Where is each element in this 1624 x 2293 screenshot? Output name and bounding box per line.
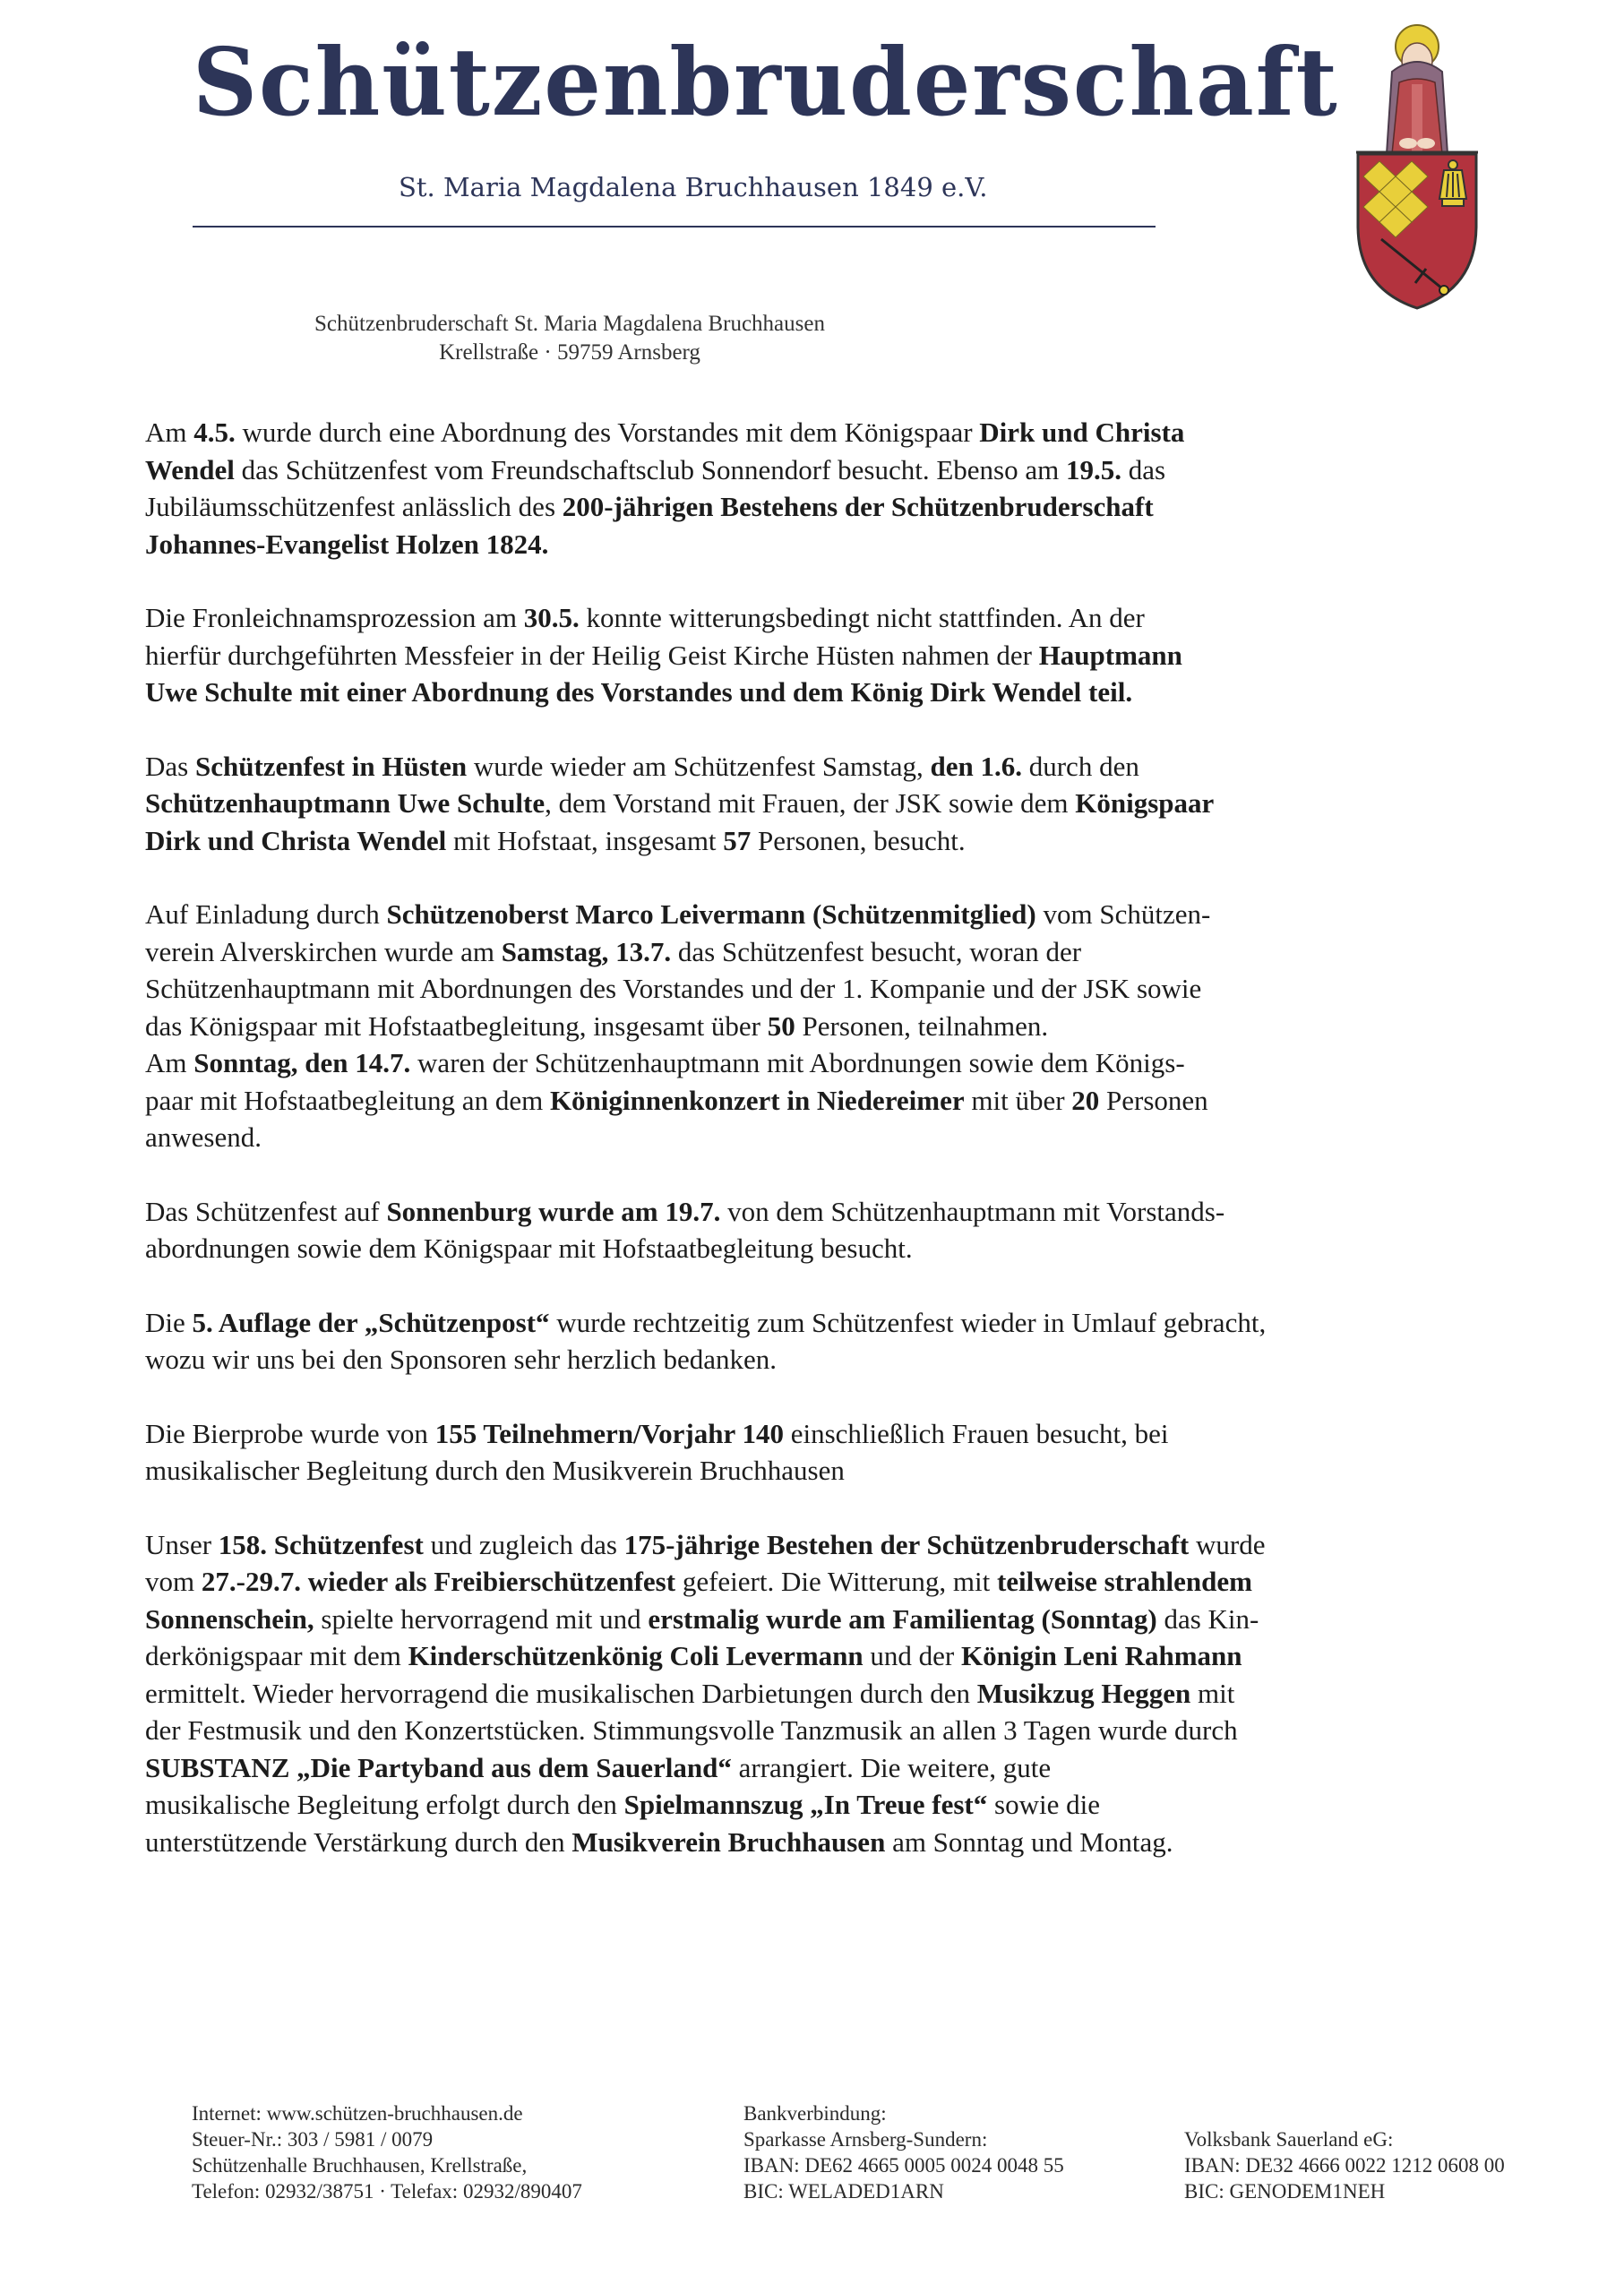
coat-of-arms-emblem (1336, 20, 1498, 311)
footer-line: Schützenhalle Bruchhausen, Krellstraße, (192, 2154, 528, 2177)
text-line (145, 933, 1480, 971)
bold-text: Samstag, 13.7. (501, 935, 672, 967)
text: wurde wieder am Schützenfest Samstag, (467, 750, 931, 782)
letterhead-title: Schützenbruderschaft (193, 27, 1339, 137)
text: mit Hofstaat, insgesamt (446, 824, 724, 856)
text: paar mit Hofstaatbegleitung an dem (145, 1084, 550, 1116)
text: spielte hervorragend mit und (314, 1602, 649, 1635)
text: und zugleich das (423, 1528, 624, 1560)
paragraph (145, 1526, 1480, 1861)
paragraph (145, 748, 1480, 860)
text-line (145, 1415, 1480, 1453)
text-line (145, 637, 1480, 674)
text-line (145, 822, 1480, 860)
text-line (145, 970, 1480, 1008)
footer-line: IBAN: DE62 4665 0005 0024 0048 55 (743, 2154, 1064, 2177)
footer-line: BIC: GENODEM1NEH (1184, 2180, 1386, 2203)
bold-text: Wendel (145, 453, 235, 485)
text: Schützenhauptmann mit Abordnungen des Vorstandes und der 1. Kompanie und der JSK sowie (145, 973, 1202, 1004)
text-line (145, 1786, 1480, 1824)
bold-text: Königspaar (1075, 787, 1215, 819)
bold-text: Königin Leni Rahmann (961, 1640, 1242, 1671)
text-line (145, 785, 1480, 822)
bold-text: Spielmannszug „In Treue fest“ (623, 1789, 988, 1820)
bold-text: Dirk und Christa (979, 417, 1185, 448)
text-line (145, 1712, 1480, 1749)
sender-name: Schützenbruderschaft St. Maria Magdalena Bruchhausen (314, 312, 825, 336)
footer-bank-volksbank (1184, 2126, 1505, 2204)
text-line (145, 1082, 1480, 1120)
bold-text: Königinnenkonzert in Niedereimer (549, 1084, 965, 1116)
text: Am (145, 417, 194, 448)
text: mit über (964, 1084, 1072, 1116)
bold-text: Hauptmann (1038, 639, 1182, 671)
bold-text: 158. Schützenfest (218, 1528, 424, 1560)
bold-text: Schützenoberst Marco Leivermann (Schützenmitglied) (386, 898, 1036, 930)
text-line (145, 1119, 1480, 1156)
bold-text: 19.5. (1065, 453, 1121, 485)
text: das (1121, 453, 1166, 485)
footer-line: Sparkasse Arnsberg-Sundern: (743, 2128, 988, 2151)
bold-text: teilweise strahlendem (996, 1566, 1252, 1597)
footer-contact (192, 2100, 582, 2204)
text: Personen, besucht. (751, 824, 966, 856)
text: verein Alverskirchen wurde am (145, 935, 502, 967)
text-line (145, 1526, 1480, 1564)
text: derkönigspaar mit dem (145, 1640, 408, 1671)
text-line (145, 1008, 1480, 1045)
text: wurde rechtzeitig zum Schützenfest wieder in Umlauf gebracht, (549, 1306, 1267, 1338)
text: Auf Einladung durch (145, 898, 387, 930)
text: Unser (145, 1528, 219, 1560)
bold-text: den 1.6. (930, 750, 1022, 782)
bold-text: Uwe Schulte mit einer Abordnung des Vorstandes und dem König Dirk Wendel teil. (145, 676, 1133, 708)
footer-line: Volksbank Sauerland eG: (1184, 2128, 1394, 2151)
bold-text: Schützenfest in Hüsten (194, 750, 468, 782)
text-line (145, 1749, 1480, 1787)
text-line (145, 451, 1480, 489)
text: das Königspaar mit Hofstaatbegleitung, insgesamt über (145, 1009, 768, 1042)
text: Die Bierprobe wurde von (145, 1417, 435, 1449)
bold-text: Musikzug Heggen (976, 1677, 1191, 1709)
text-line (145, 1601, 1480, 1638)
bold-text: Schützenhauptmann Uwe Schulte (145, 787, 546, 819)
text: durch den (1021, 750, 1139, 782)
bold-text: erstmalig wurde am Familientag (Sonntag) (648, 1602, 1157, 1635)
text: Das (145, 750, 195, 782)
text-line (145, 1230, 1480, 1267)
text: sowie die (987, 1789, 1100, 1820)
bold-text: 27.-29.7. wieder als Freibierschützenfest (201, 1566, 676, 1597)
text-line (145, 1675, 1480, 1713)
text: vom (145, 1566, 202, 1597)
letterhead-subtitle: St. Maria Magdalena Bruchhausen 1849 e.V. (399, 172, 988, 202)
text: musikalische Begleitung erfolgt durch den (145, 1789, 624, 1820)
text: Personen (1099, 1084, 1208, 1116)
paragraph (145, 1415, 1480, 1490)
text: das Kin- (1156, 1602, 1259, 1635)
bold-text: 200-jährigen Bestehens der Schützenbruderschaft (562, 491, 1154, 522)
bold-text: Sonntag, den 14.7. (193, 1047, 411, 1078)
text-line (145, 1563, 1480, 1601)
text: waren der Schützenhauptmann mit Abordnungen sowie dem Königs- (410, 1047, 1185, 1078)
text: Personen, teilnahmen. (795, 1009, 1049, 1042)
text: mit (1190, 1677, 1235, 1709)
bold-text: Musikverein Bruchhausen (571, 1825, 886, 1858)
footer-line: Bankverbindung: (743, 2102, 887, 2125)
sender-address (211, 310, 928, 367)
bold-text: 50 (767, 1009, 795, 1042)
text: Die Fronleichnamsprozession am (145, 602, 524, 633)
text: hierfür durchgeführten Messfeier in der Heilig Geist Kirche Hüsten nahmen der (145, 639, 1039, 671)
text-line (145, 1341, 1480, 1378)
bold-text: 20 (1071, 1084, 1100, 1116)
text: konnte witterungsbedingt nicht stattfinden. An der (579, 602, 1145, 633)
text: und der (863, 1640, 961, 1671)
bold-text: 5. Auflage der „Schützenpost“ (192, 1306, 550, 1338)
paragraph (145, 599, 1480, 711)
text-line (145, 488, 1480, 526)
bold-text: Kinderschützenkönig Coli Levermann (408, 1640, 864, 1671)
text-line (145, 1304, 1480, 1342)
text-line (145, 526, 1480, 563)
text: Jubiläumsschützenfest anlässlich des (145, 491, 563, 522)
letter-body (145, 414, 1480, 1897)
text-line (145, 1044, 1480, 1082)
text-line (145, 748, 1480, 786)
footer-line: Internet: www.schützen-bruchhausen.de (192, 2102, 523, 2125)
text: einschließlich Frauen besucht, bei (783, 1417, 1169, 1449)
text: abordnungen sowie dem Königspaar mit Hofstaatbegleitung besucht. (145, 1232, 913, 1264)
letterhead-divider (193, 226, 1156, 228)
bold-text: Johannes-Evangelist Holzen 1824. (145, 528, 549, 560)
text: das Schützenfest besucht, woran der (671, 935, 1082, 967)
bold-text: Dirk und Christa Wendel (145, 824, 447, 856)
paragraph (145, 896, 1480, 1156)
bold-text: 155 Teilnehmern/Vorjahr 140 (434, 1417, 784, 1449)
text-line (145, 674, 1480, 711)
text: unterstützende Verstärkung durch den (145, 1825, 572, 1858)
text-line (145, 1193, 1480, 1231)
text: Das Schützenfest auf (145, 1195, 387, 1227)
text: am Sonntag und Montag. (885, 1825, 1173, 1858)
footer-bank-sparkasse (743, 2100, 1064, 2204)
bold-text: 175-jährige Bestehen der Schützenbruderschaft (623, 1528, 1190, 1560)
text: vom Schützen- (1035, 898, 1211, 930)
footer-line: Telefon: 02932/38751 · Telefax: 02932/890407 (192, 2180, 582, 2203)
text: anwesend. (145, 1121, 262, 1153)
bold-text: Sonnenschein, (145, 1602, 314, 1635)
bold-text: 30.5. (523, 602, 580, 633)
text-line (145, 1452, 1480, 1490)
text-line (145, 599, 1480, 637)
text: Die (145, 1306, 193, 1338)
footer-line: IBAN: DE32 4666 0022 1212 0608 00 (1184, 2154, 1505, 2177)
text: wozu wir uns bei den Sponsoren sehr herzlich bedanken. (145, 1344, 778, 1375)
bold-text: Sonnenburg wurde am 19.7. (386, 1195, 721, 1227)
footer-line: BIC: WELADED1ARN (743, 2180, 944, 2203)
text: von dem Schützenhauptmann mit Vorstands- (720, 1195, 1225, 1227)
bold-text: 4.5. (193, 417, 236, 448)
text: , dem Vorstand mit Frauen, der JSK sowie dem (545, 787, 1076, 819)
text: das Schützenfest vom Freundschaftsclub Sonnendorf besucht. Ebenso am (234, 453, 1066, 485)
text: Am (145, 1047, 194, 1078)
text: der Festmusik und den Konzertstücken. Stimmungsvolle Tanzmusik an allen 3 Tagen wurde durch (145, 1714, 1238, 1746)
text-line (145, 1824, 1480, 1861)
text: musikalischer Begleitung durch den Musikverein Bruchhausen (145, 1455, 845, 1486)
text: ermittelt. Wieder hervorragend die musikalischen Darbietungen durch den (145, 1677, 977, 1709)
paragraph (145, 414, 1480, 563)
bold-text: 57 (723, 824, 752, 856)
text-line (145, 1637, 1480, 1675)
sender-street: Krellstraße · 59759 Arnsberg (439, 340, 700, 365)
paragraph (145, 1193, 1480, 1267)
text: arrangiert. Die weitere, gute (731, 1751, 1052, 1783)
text: gefeiert. Die Witterung, mit (675, 1566, 997, 1597)
text-line (145, 414, 1480, 451)
text-line (145, 896, 1480, 933)
footer-line: Steuer-Nr.: 303 / 5981 / 0079 (192, 2128, 434, 2151)
text: wurde (1189, 1528, 1266, 1560)
text: wurde durch eine Abordnung des Vorstandes mit dem Königspaar (235, 417, 980, 448)
bold-text: SUBSTANZ „Die Partyband aus dem Sauerland“ (145, 1751, 732, 1783)
paragraph (145, 1304, 1480, 1378)
